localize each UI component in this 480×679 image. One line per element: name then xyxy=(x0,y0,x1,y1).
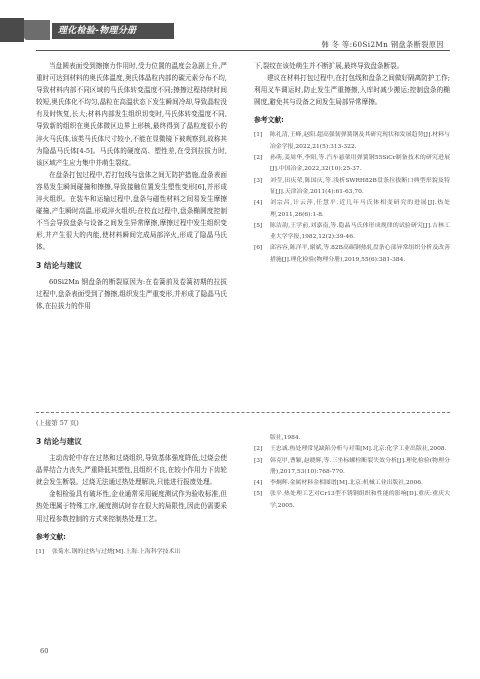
page-header xyxy=(0,0,480,49)
journal-logo-block xyxy=(0,18,24,42)
reference-item: [3] 刘莹,田庆荣,陈国庆,等.浅析SWRH82B盘条拉拔断口典型形貌及特征[J].天津冶金,2011(4):61-63,70. xyxy=(254,177,450,195)
section-title: 3 结论与建议 xyxy=(36,437,82,446)
references-title: 参考文献: xyxy=(36,532,66,541)
bottom-left-column xyxy=(36,436,227,558)
references-title: 参考文献: xyxy=(254,116,284,125)
body-paragraph: 在盘条打包过程中,若打包线与盘体之间无防护措施,盘条表面容易发生瞬间碰撞和擦擦,导致接触位置发生塑性变形[6],并形成淬火组织。在装车和运输过程中,盘条与磁性材料之间易发生摩擦碰撞,产生瞬时高温,形成淬火组织;在校直过程中,盘条椭圆度控制不当会导致盘条与设备之间发生异常摩擦,摩擦过程中发生组织变形,并产生很大的内能,使材料瞬间完成局部淬火,形成了隐晶马氏体。 xyxy=(36,170,227,252)
section-divider xyxy=(36,412,450,413)
journal-name: 理化检验-物理分册 xyxy=(52,23,174,39)
reference-item: [1] 张菊水.钢的过热与过烧[M].上海:上海科学技术出 xyxy=(36,548,181,555)
reference-item: [5] 陈洁韵,王学前,刘嘉南,等.隐晶马氏体形成规律的试验研究[J].吉林工业大学学报,1982,12(2):39-46. xyxy=(254,222,450,241)
bottom-right-column xyxy=(254,433,450,512)
running-title: 韩 冬 等:60Si2Mn 钢盘条断裂原因 xyxy=(321,40,444,49)
recommendation-paragraph: 建议在材料打包过程中,在打包线和盘条之间做好隔离防护工作;利用叉车调运时,防止发生严重擦擦,入库时减少搬运;控制盘条的椭圆度,避免其与设备之间发生局部异常摩擦。 xyxy=(254,74,450,107)
conclusion-paragraph: 60Si2Mn 钢盘条的断裂原因为:在卷簧前及卷簧初期的拉拔过程中,盘条表面受到了擦擦,组织发生严重变形,并形成了隐晶马氏体,在拉拔力的作用 xyxy=(36,277,227,310)
section-title: 3 结论与建议 xyxy=(36,260,82,270)
body-paragraph: 下,裂纹在该处萌生并不断扩展,最终导致盘条断裂。 xyxy=(254,62,404,70)
reference-item: [4] 李炯辉.金属材料金相图谱[M].北京:机械工业出版社,2006. xyxy=(254,480,423,487)
reference-item: [4] 刘宗昌,计云萍,任慧平.近几年马氏体相变研究的进展[J].热处理,2011,26(6):1-8. xyxy=(254,200,450,218)
continued-note: (上接第 57 页) xyxy=(36,419,79,427)
journal-logo-mark xyxy=(24,20,50,40)
top-right-column xyxy=(254,60,450,266)
reference-list xyxy=(254,130,450,266)
reference-item: [2] 王忠诚.热处理常见缺陷分析与对策[M].北京:化学工业出版社,2008. xyxy=(254,446,447,453)
reference-item: [1] 陈礼清,王峰,赵阳.超高强韧弹簧钢及其研究现状和发展趋势[J].材料与冶金学报,2022,21(5):313-322. xyxy=(254,132,450,150)
reference-continuation: 版社,1984. xyxy=(270,435,301,441)
reference-item: [3] 韩克甲,曹颖,赵晓辉,等.三坐标螺栓断裂失效分析[J].理化检验(物理分册),2017,53(10):768-770. xyxy=(254,457,450,475)
page-number: 60 xyxy=(40,647,49,655)
reference-item: [6] 邱容容,陈洋平,谢斌,等.82B高碳钢热轧盘条心部异常组织分析及改善措施[J].理化检验(物理分册),2019,55(6):381-384. xyxy=(254,245,450,263)
reference-item: [2] 孙萌,姜周华,李阳,等.汽车悬架用弹簧钢55SiCr制备技术的研究进展[J].中国冶金,2022,32(10):25-37. xyxy=(254,155,450,173)
reference-item: [5] 张平.热处理工艺对Cr13型不锈钢组织和性能的影响[D].重庆:重庆大学,2005. xyxy=(254,491,450,509)
body-paragraph: 金相检验具有破坏性,企业通常采用硬度测试作为验收标准,但热处理属于特殊工序,硬度测试时存在很大的局限性,因此仍需要采用过程参数控制的方式来控制热处理工艺。 xyxy=(36,490,227,523)
body-paragraph: 当盘圆表面受到擦擦力作用时,受力位置的温度会急剧上升,严重时可达到材料的奥氏体温度,奥氏体晶粒内部的碳元素分布不均,导致材料内部不同区域的马氏体转变温度不同;擦擦过程持续时间较短,奥氏体化不均匀,晶粒在高温状态下发生瞬间冷却,导致晶粒没有及时恢复,长大;材料内部发生组织切变时,马氏体转变温度不同,导致新的组织在奥氏体微区边界上形核,最终得到了晶粒度很小的淬火马氏体,该类马氏体尺寸较小,不能在显微镜下被观察到,故称其为隐晶马氏体[4-5]。马氏体的硬度高、塑性差,在受到拉拔力时,该区域产生应力集中并萌生裂纹。 xyxy=(36,62,227,167)
header-rule xyxy=(36,50,450,51)
top-left-column xyxy=(36,60,227,312)
body-paragraph: 主动齿轮中存在过热和过烧组织,导致基体强度降低,过烧会使晶界结合力丧失,严重降低其塑性,且组织不良,在较小作用力下齿轮就会发生断裂。过烧无法通过热处理解决,只能进行报废处理。 xyxy=(36,454,227,487)
